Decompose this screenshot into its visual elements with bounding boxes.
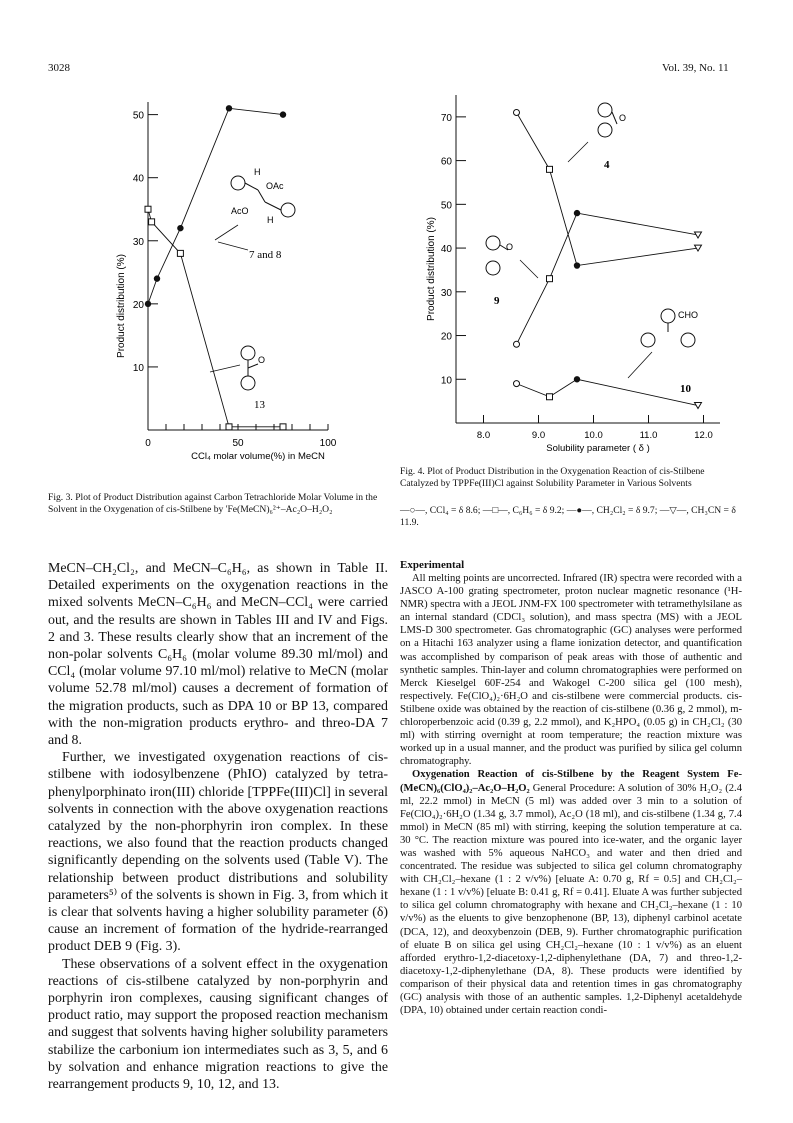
paragraph-3: These observations of a solvent effect in the oxygenation reactions of cis-stilbene catalyzed by non-porphyrin and porphyrin iron complexes, causing significant changes of product ratio, may support the proposed reaction mechanism and suggest that solvents having higher solubility parameters stabilize the carbonium ion intermediates such as 3, 5, and 6 by solvation and enhance migration reactions to give the rearrangement products 9, 10, 12, and 13.	[48, 956, 388, 1093]
figure-4-legend: —○—, CCl₄ = δ 8.6; —□—, C₆H₆ = δ 9.2; —●—, CH₂Cl₂ = δ 9.7; —▽—, CH₃CN = δ 11.9.	[400, 505, 736, 529]
figure-3-caption: Fig. 3. Plot of Product Distribution against Carbon Tetrachloride Molar Volume in the Solvent in the Oxygenation of cis-Stilbene by 'Fe(MeCN)₆²⁺–Ac₂O–H₂O₂	[48, 492, 378, 516]
fig3-data-point	[177, 225, 183, 231]
experimental-paragraph-2: General Procedure: A solution of 30% H₂O₂ (2.4 ml, 22.2 mmol) in MeCN (5 ml) was added over 3 min to a solution of Fe(ClO₄)₂·6H₂O (1.34 g, 3.7 mmol), Ac₂O (18 ml), and cis-stilbene (1.34 g, 7.4 mmol) in MeCN (85 ml) with stirring, keeping the solution temperature at ca. 30 °C. The reaction mixture was poured into ice-water, and the organic layer was washed with 5% aqueous NaHCO₃ and water and then dried and concentrated. The residue was subjected to silica gel column chromatography with CH₂Cl₂–hexane (1 : 2 v/v%) [eluate A: 0.70 g, Rf = 0.5] and CH₂Cl₂–hexane (1 : 1 v/v%) [eluate B: 0.41 g, Rf = 0.41]. Eluate A was further subjected to silica gel column chromatography with hexane and CH₂Cl₂–hexane (1 : 10 v/v%) as the eluents to give benzophenone (BP, 13), diphenyl carbinol acetate (DCA, 12), and deoxybenzoin (DEB, 9). Further chromatographic purification of eluate B on silica gel using CH₂Cl₂–hexane (10 : 1 v/v%) as an eluent afforded erythro-1,2-diacetoxy-1,2-diphenylethane (DA, 7) and threo-1,2-diacetoxy-1,2-diphenylethane (DA, 8). These products were identified by comparison of their physical data and retention times in gas chromatography (GC) analysis with those of an authentic samples. 1,2-Diphenyl acetaldehyde (DPA, 10) obtained under certain reaction condi-	[400, 782, 742, 1017]
fig4-series-line	[517, 213, 699, 344]
fig4-x-tick-label: 9.0	[531, 430, 546, 441]
page-number: 3028	[48, 62, 70, 74]
fig4-data-point	[514, 381, 520, 387]
fig3-x-axis-title: CCl₄ molar volume(%) in MeCN	[191, 451, 325, 462]
fig3-data-point	[177, 250, 183, 256]
fig4-y-tick-label: 50	[440, 200, 452, 212]
fig4-data-point	[514, 341, 520, 347]
fig4-data-point	[547, 394, 553, 400]
fig3-x-tick-label: 0	[145, 438, 151, 449]
fig3-data-point	[145, 301, 151, 307]
fig3-x-tick-label: 100	[319, 438, 337, 449]
struct-oac: OAc	[266, 181, 284, 191]
fig4-y-axis-title: Product distribution (%)	[426, 217, 437, 321]
fig3-series-label-b: 13	[254, 399, 265, 411]
fig3-y-tick-label: 30	[132, 236, 144, 248]
fig3-data-point	[145, 206, 151, 212]
struct-h-bottom: H	[267, 215, 274, 225]
fig3-x-tick-label: 50	[232, 438, 244, 449]
experimental-heading: Experimental	[400, 559, 465, 571]
fig4-x-tick-label: 11.0	[639, 430, 658, 441]
figure-3-chart	[100, 90, 390, 485]
fig3-series-line	[148, 108, 283, 304]
fig3-data-point	[280, 111, 286, 117]
fig4-y-tick-label: 30	[440, 287, 452, 299]
fig3-data-point	[226, 424, 232, 430]
fig4-series-label-10: 10	[680, 383, 691, 395]
fig3-y-axis-title: Product distribution (%)	[116, 254, 127, 358]
experimental-section	[400, 558, 742, 1017]
struct-cho: CHO	[678, 310, 698, 320]
fig4-y-tick-label: 20	[440, 331, 452, 343]
struct-o-epoxide: O	[619, 113, 627, 123]
fig3-y-tick-label: 20	[132, 299, 144, 311]
fig3-data-point	[149, 219, 155, 225]
struct-aco: AcO	[231, 206, 249, 216]
structure-epoxide-icon	[568, 103, 617, 162]
fig3-y-tick-label: 50	[132, 110, 144, 122]
struct-o-bp: O	[258, 355, 266, 365]
fig4-x-tick-label: 12.0	[694, 430, 713, 441]
fig4-series-label-9: 9	[494, 295, 500, 307]
figure-4-caption: Fig. 4. Plot of Product Distribution in the Oxygenation Reaction of cis-Stilbene Catalyzed by TPPFe(III)Cl against Solubility Parameter in Various Solvents	[400, 466, 705, 490]
fig4-data-point	[695, 403, 702, 409]
fig4-data-point	[547, 166, 553, 172]
fig4-y-tick-label: 60	[440, 156, 452, 168]
figure-4-chart	[410, 90, 730, 460]
fig4-y-tick-label: 70	[440, 112, 452, 124]
struct-h-top: H	[254, 167, 261, 177]
fig3-data-point	[154, 275, 160, 281]
fig4-x-tick-label: 10.0	[584, 430, 603, 441]
fig4-series-line	[517, 112, 699, 265]
fig4-series-label-4: 4	[604, 159, 610, 171]
fig4-data-point	[574, 262, 580, 268]
paragraph-2: Further, we investigated oxygenation reactions of cis-stilbene with iodosylbenzene (PhIO) catalyzed by tetra-phenylporphinato iron(III) chloride [TPPFe(III)Cl] in several solvents in connection with the above oxygenation reactions catalyzed by the non-phorphyrin iron complex. In these reactions, we also found that the reaction products changed significantly depending on the solvents used (Table V). The relationship between product distributions and solubility parameters⁵⁾ of the solvents is shown in Fig. 3, from which it is clear that solvents having a higher solubility parameter (δ) cause an increment of formation of the hydride-rearranged product DEB 9 (Fig. 3).	[48, 750, 388, 955]
fig4-x-axis-title: Solubility parameter ( δ )	[546, 443, 650, 454]
fig4-data-point	[514, 109, 520, 115]
fig4-data-point	[574, 376, 580, 382]
fig3-series-label-a: 7 and 8	[249, 249, 282, 261]
fig4-series-line	[517, 379, 699, 405]
struct-o-deb: O	[506, 242, 514, 252]
paragraph-1: MeCN–CH₂Cl₂, and MeCN–C₆H₆, as shown in Table II. Detailed experiments on the oxygenation reactions in the mixed solvents MeCN–C₆H₆ and MeCN–CCl₄ were carried out, and the results are shown in Tables III and IV and Figs. 2 and 3. These results clearly show that an increment of the non-polar solvents C₆H₆ (molar volume 89.30 ml/mol) and CCl₄ (molar volume 97.10 ml/mol) relative to MeCN (molar volume 52.78 ml/mol) causes a decrement of formation of the migration products, such as DPA 10 or BP 13, compared with the non-migration products erythro- and threo-DA 7 and 8.	[48, 561, 388, 749]
body-text-column	[48, 560, 388, 1093]
fig4-data-point	[547, 276, 553, 282]
fig3-series-line	[148, 209, 283, 427]
fig3-y-tick-label: 10	[132, 362, 144, 374]
fig3-data-point	[226, 105, 232, 111]
fig4-y-tick-label: 40	[440, 244, 452, 256]
fig3-data-point	[280, 424, 286, 430]
fig3-y-tick-label: 40	[132, 173, 144, 185]
journal-volume: Vol. 39, No. 11	[662, 62, 729, 74]
procedure-title: Oxygenation Reaction of cis-Stilbene by the Reagent System Fe-(MeCN)₆(ClO₄)₂–Ac₂O–H₂O₂	[400, 769, 742, 794]
fig4-y-tick-label: 10	[440, 375, 452, 387]
fig4-x-tick-label: 8.0	[476, 430, 491, 441]
experimental-paragraph-1: All melting points are uncorrected. Infrared (IR) spectra were recorded with a JASCO A-100 grating spectrometer, proton nuclear magnetic resonance (¹H-NMR) spectra with a JEOL JNM-FX 100 spectrometer with tetramethylsilane as an internal standard (CDCl₃ solution), and mass spectra (MS) with a JEOL LMS-D 300 spectrometer. Gas chromatographic (GC) analyses were performed on a Hitachi 163 analyzer using a flame ionization detector, and quantification was accomplished by comparison of peak areas with those of authentic and synthetic samples. Thin-layer and column chromatographies were performed on Merck Kieselgel 60F-254 and Wakogel C-200 silica gel (100 mesh), respectively. Fe(ClO₄)₂·6H₂O and cis-stilbene were commercial products. cis-Stilbene oxide was obtained by the reaction of cis-stilbene (0.36 g, 2 mmol), m-chloroperbenzoic acid (0.39 g, 2.2 mmol), and K₂HPO₄ (0.05 g) in CH₂Cl₂ (30 ml) with stirring overnight at room temperature; the reaction mixture was worked up in a usual manner, and the product was purified by silica gel column chromatography.	[400, 573, 742, 768]
fig4-data-point	[574, 210, 580, 216]
